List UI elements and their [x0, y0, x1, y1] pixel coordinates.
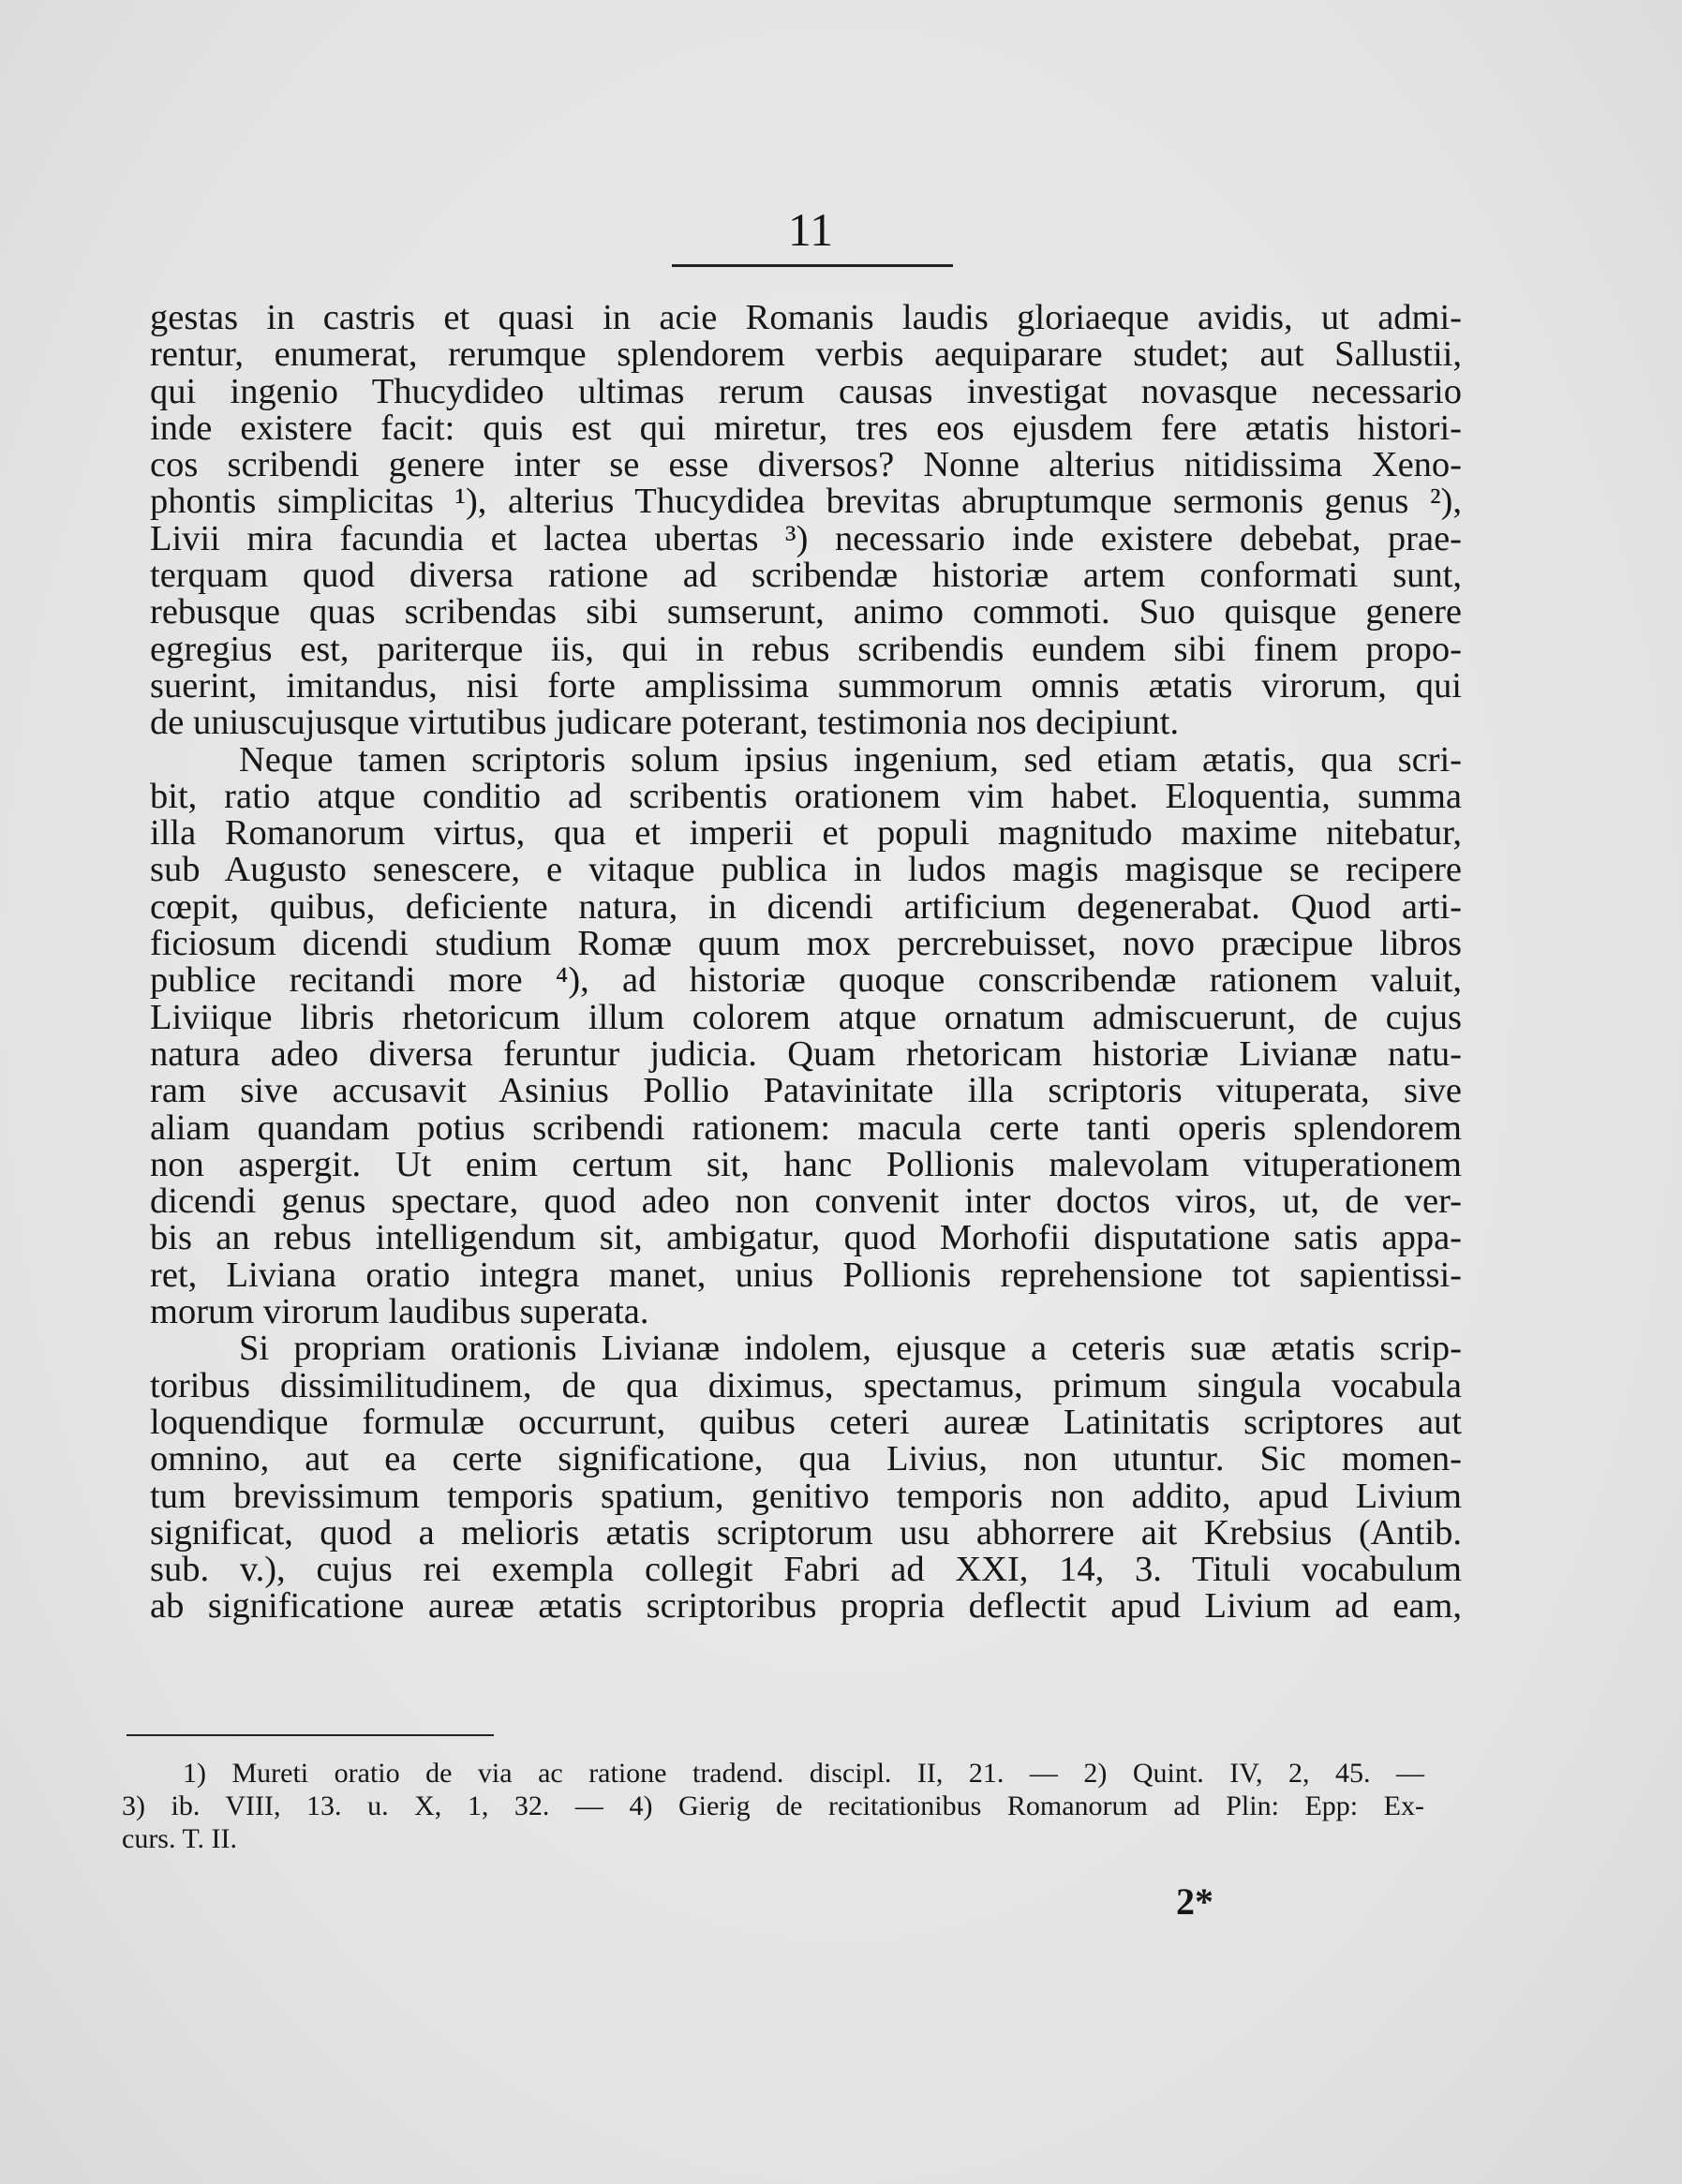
- footnote-line: 1) Mureti oratio de via ac ratione tradend. discipl. II, 21. — 2) Quint. IV, 2, 45. —: [183, 1758, 1424, 1789]
- text-line: ram sive accusavit Asinius Pollio Patavinitate illa scriptoris vituperata, sive: [150, 1071, 1462, 1111]
- text-line: ab significatione aureæ ætatis scriptoribus propria deflectit apud Livium ad eam,: [150, 1586, 1462, 1627]
- text-line: qui ingenio Thucydideo ultimas rerum causas investigat novasque necessario: [150, 371, 1462, 411]
- footnote-line: curs. T. II.: [122, 1823, 238, 1854]
- text-line: sub. v.), cujus rei exempla collegit Fabri ad XXI, 14, 3. Tituli vocabulum: [150, 1550, 1462, 1590]
- text-line: tum brevissimum temporis spatium, genitivo temporis non addito, apud Livium: [150, 1476, 1462, 1516]
- footnote-rule: [127, 1734, 494, 1736]
- paragraph-2: [150, 739, 1462, 1332]
- text-line: non aspergit. Ut enim certum sit, hanc Pollionis malevolam vituperationem: [150, 1144, 1462, 1184]
- text-line: cœpit, quibus, deficiente natura, in dicendi artificium degenerabat. Quod arti-: [150, 886, 1462, 927]
- text-line: terquam quod diversa ratione ad scribendæ historiæ artem conformati sunt,: [150, 556, 1462, 596]
- text-line: gestas in castris et quasi in acie Romanis laudis gloriaeque avidis, ut admi-: [150, 298, 1462, 337]
- text-line: Neque tamen scriptoris solum ipsius ingenium, sed etiam ætatis, qua scri-: [239, 739, 1462, 780]
- text-line: dicendi genus spectare, quod adeo non convenit inter doctos viros, ut, de ver-: [150, 1181, 1462, 1222]
- text-line: phontis simplicitas ¹), alterius Thucydidea brevitas abruptumque sermonis genus ²),: [150, 482, 1462, 522]
- page-number: 11: [787, 203, 834, 256]
- text-line: loquendique formulæ occurrunt, quibus ceteri aureæ Latinitatis scriptores aut: [150, 1402, 1462, 1442]
- footnote-line: 3) ib. VIII, 13. u. X, 1, 32. — 4) Gierig de recitationibus Romanorum ad Plin: Epp: Ex-: [122, 1790, 1424, 1821]
- text-line: omnino, aut ea certe significatione, qua Livius, non utuntur. Sic momen-: [150, 1439, 1462, 1479]
- body-text: [150, 300, 1462, 1626]
- header-rule: [672, 264, 953, 267]
- paragraph-1: [150, 300, 1462, 742]
- footnotes: [122, 1757, 1424, 1855]
- text-line: illa Romanorum virtus, qua et imperii et populi magnitudo maxime nitebatur,: [150, 813, 1462, 854]
- text-line: rebusque quas scribendas sibi sumserunt, animo commoti. Suo quisque genere: [150, 592, 1462, 632]
- text-line: cos scribendi genere inter se esse diversos? Nonne alterius nitidissima Xeno-: [150, 445, 1462, 485]
- text-line: Livii mira facundia et lactea ubertas ³) necessario inde existere debebat, prae-: [150, 518, 1462, 558]
- text-line: de uniuscujusque virtutibus judicare poterant, testimonia nos decipiunt.: [150, 703, 1180, 743]
- text-line: egregius est, pariterque iis, qui in rebus scribendis eundem sibi finem propo-: [150, 629, 1462, 669]
- text-line: suerint, imitandus, nisi forte amplissima summorum omnis ætatis virorum, qui: [150, 665, 1462, 706]
- paragraph-3: [150, 1330, 1462, 1625]
- text-line: sub Augusto senescere, e vitaque publica in ludos magis magisque se recipere: [150, 850, 1462, 890]
- text-line: toribus dissimilitudinem, de qua diximus, spectamus, primum singula vocabula: [150, 1365, 1462, 1405]
- text-line: bit, ratio atque conditio ad scribentis orationem vim habet. Eloquentia, summa: [150, 776, 1462, 816]
- text-line: ficiosum dicendi studium Romæ quum mox percrebuisset, novo præcipue libros: [150, 924, 1462, 964]
- text-line: Liviique libris rhetoricum illum colorem atque ornatum admiscuerunt, de cujus: [150, 997, 1462, 1037]
- text-line: publice recitandi more ⁴), ad historiæ quoque conscribendæ rationem valuit,: [150, 960, 1462, 1001]
- text-line: ret, Liviana oratio integra manet, unius Pollionis reprehensione tot sapientissi-: [150, 1255, 1462, 1295]
- signature-mark: 2*: [1176, 1880, 1213, 1923]
- text-line: morum virorum laudibus superata.: [150, 1292, 649, 1332]
- text-line: Si propriam orationis Livianæ indolem, ejusque a ceteris suæ ætatis scrip-: [239, 1329, 1462, 1369]
- text-line: aliam quandam potius scribendi rationem: macula certe tanti operis splendorem: [150, 1107, 1462, 1148]
- text-line: rentur, enumerat, rerumque splendorem verbis aequiparare studet; aut Sallustii,: [150, 334, 1462, 375]
- text-line: natura adeo diversa feruntur judicia. Quam rhetoricam historiæ Livianæ natu-: [150, 1033, 1462, 1074]
- text-line: significat, quod a melioris ætatis scriptorum usu abhorrere ait Krebsius (Antib.: [150, 1512, 1462, 1553]
- text-line: inde existere facit: quis est qui miretur, tres eos ejusdem fere ætatis histori-: [150, 408, 1462, 448]
- text-line: bis an rebus intelligendum sit, ambigatur, quod Morhofii disputatione satis appa-: [150, 1218, 1462, 1258]
